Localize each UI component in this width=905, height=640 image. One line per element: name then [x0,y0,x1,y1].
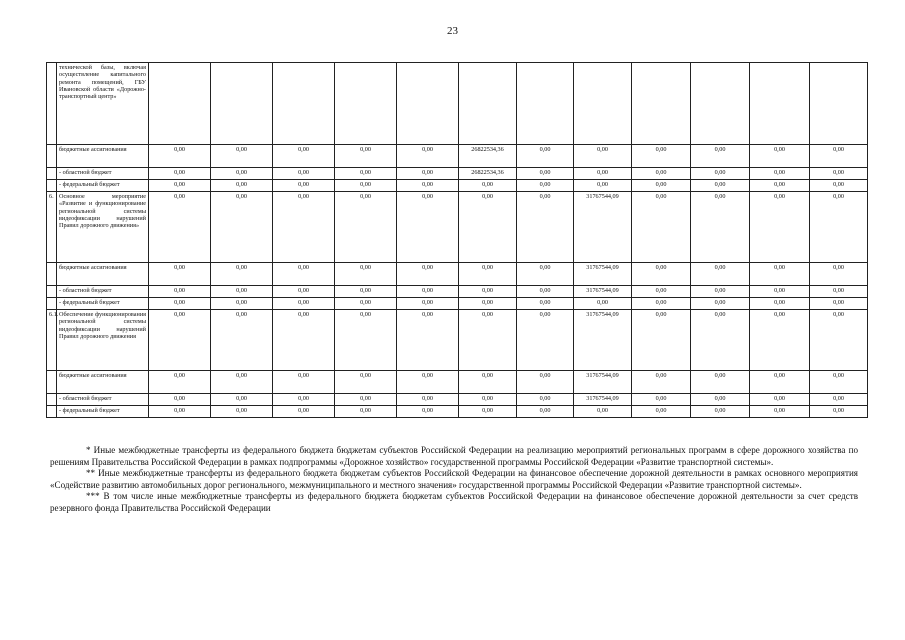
value-cell: 0,00 [750,371,810,394]
value-cell [149,63,211,145]
value-cell: 0,00 [750,298,810,310]
value-cell: 0,00 [810,145,868,168]
value-cell [574,63,632,145]
value-cell: 0,00 [397,298,459,310]
value-cell [632,63,691,145]
value-cell: 0,00 [459,406,517,418]
row-number-cell: 6.1. [47,310,57,371]
value-cell: 0,00 [273,310,335,371]
value-cell: 0,00 [810,168,868,180]
value-cell: 0,00 [750,145,810,168]
value-cell [273,63,335,145]
value-cell: 31767544,09 [574,192,632,263]
value-cell: 0,00 [517,394,574,406]
value-cell: 0,00 [397,145,459,168]
value-cell: 0,00 [632,286,691,298]
value-cell: 0,00 [691,263,750,286]
value-cell: 0,00 [691,145,750,168]
value-cell: 0,00 [517,263,574,286]
row-name-cell: - федеральный бюджет [57,406,149,418]
value-cell: 0,00 [632,145,691,168]
value-cell: 0,00 [810,298,868,310]
value-cell: 0,00 [810,406,868,418]
row-name-cell: бюджетные ассигнования [57,371,149,394]
row-number-cell [47,63,57,145]
value-cell: 0,00 [459,263,517,286]
value-cell: 0,00 [397,394,459,406]
table-row [47,63,868,145]
table-row [47,394,868,406]
value-cell: 0,00 [273,145,335,168]
table-row [47,310,868,371]
value-cell: 0,00 [750,406,810,418]
value-cell: 0,00 [397,192,459,263]
value-cell: 0,00 [810,192,868,263]
value-cell: 0,00 [517,168,574,180]
value-cell: 0,00 [149,168,211,180]
value-cell: 0,00 [810,310,868,371]
value-cell: 0,00 [691,371,750,394]
value-cell: 0,00 [149,406,211,418]
row-name-cell: бюджетные ассигнования [57,263,149,286]
value-cell: 0,00 [149,145,211,168]
value-cell: 0,00 [750,192,810,263]
value-cell: 31767544,09 [574,394,632,406]
value-cell: 0,00 [517,310,574,371]
value-cell: 0,00 [335,310,397,371]
value-cell: 0,00 [335,168,397,180]
value-cell: 0,00 [335,394,397,406]
value-cell [750,63,810,145]
value-cell: 0,00 [750,310,810,371]
value-cell: 0,00 [211,371,273,394]
value-cell: 31767544,09 [574,263,632,286]
value-cell: 0,00 [335,286,397,298]
value-cell: 0,00 [517,298,574,310]
value-cell: 0,00 [691,286,750,298]
value-cell: 0,00 [459,298,517,310]
table-row [47,145,868,168]
value-cell: 0,00 [335,192,397,263]
value-cell: 0,00 [459,180,517,192]
value-cell: 26822534,36 [459,168,517,180]
value-cell: 0,00 [750,168,810,180]
value-cell: 0,00 [273,168,335,180]
value-cell: 0,00 [574,180,632,192]
row-number-cell [47,298,57,310]
value-cell: 0,00 [632,168,691,180]
value-cell: 0,00 [691,406,750,418]
value-cell: 0,00 [273,298,335,310]
value-cell: 0,00 [335,263,397,286]
row-name-cell: - федеральный бюджет [57,180,149,192]
value-cell [810,63,868,145]
value-cell: 0,00 [273,263,335,286]
value-cell [397,63,459,145]
value-cell: 0,00 [459,286,517,298]
value-cell: 0,00 [211,394,273,406]
value-cell: 0,00 [335,406,397,418]
row-name-cell: - областной бюджет [57,394,149,406]
value-cell: 26822534,36 [459,145,517,168]
value-cell: 0,00 [632,298,691,310]
value-cell: 0,00 [149,394,211,406]
value-cell: 0,00 [750,263,810,286]
value-cell: 0,00 [211,286,273,298]
value-cell: 0,00 [632,371,691,394]
value-cell: 0,00 [459,371,517,394]
row-number-cell [47,145,57,168]
row-name-cell: Обеспечение функционирования региональной системы видеофиксации нарушений Правил дорожного движения [57,310,149,371]
value-cell: 0,00 [273,371,335,394]
value-cell: 0,00 [632,192,691,263]
table-row [47,406,868,418]
value-cell: 0,00 [211,310,273,371]
value-cell: 0,00 [810,286,868,298]
value-cell: 0,00 [459,394,517,406]
value-cell [211,63,273,145]
row-number-cell [47,286,57,298]
value-cell: 0,00 [517,145,574,168]
value-cell: 0,00 [397,263,459,286]
value-cell: 0,00 [211,298,273,310]
value-cell: 0,00 [211,192,273,263]
budget-table [46,62,868,418]
value-cell: 0,00 [273,180,335,192]
value-cell: 0,00 [149,298,211,310]
value-cell: 0,00 [397,406,459,418]
value-cell: 0,00 [335,371,397,394]
table-row [47,180,868,192]
footnote-1: * Иные межбюджетные трансферты из федерального бюджета бюджетам субъектов Российской Федерации на реализацию мероприятий региональных программ в сфере дорожного хозяйства по решениям Правительства Российской Федерации в рамках подпрограммы «Дорожное хозяйство» государственной программы Российской Федерации «Развитие транспортной системы». [50,445,858,467]
footnote-2: ** Иные межбюджетные трансферты из федерального бюджета бюджетам субъектов Российской Федерации на финансовое обеспечение дорожной деятельности в рамках основного мероприятия «Содействие развитию автомобильных дорог регионального, межмуниципального и местного значения» государственной программы Российской Федерации «Развитие транспортной системы». [50,468,858,490]
value-cell: 0,00 [517,406,574,418]
value-cell [335,63,397,145]
row-number-cell: 6. [47,192,57,263]
row-name-cell: - областной бюджет [57,286,149,298]
table-row [47,263,868,286]
value-cell: 0,00 [691,180,750,192]
value-cell: 0,00 [149,192,211,263]
row-number-cell [47,263,57,286]
value-cell: 0,00 [750,394,810,406]
value-cell: 0,00 [397,168,459,180]
value-cell: 0,00 [335,298,397,310]
value-cell: 0,00 [517,371,574,394]
table-row [47,298,868,310]
value-cell: 0,00 [750,286,810,298]
value-cell: 0,00 [691,394,750,406]
value-cell: 0,00 [273,406,335,418]
value-cell: 0,00 [397,371,459,394]
table-row [47,286,868,298]
page-number: 23 [447,25,458,37]
value-cell: 0,00 [397,286,459,298]
value-cell: 0,00 [149,180,211,192]
row-number-cell [47,394,57,406]
value-cell: 0,00 [149,371,211,394]
value-cell: 0,00 [750,180,810,192]
value-cell: 0,00 [273,286,335,298]
row-name-cell: Основное мероприятие «Развитие и функционирование региональной системы видеофиксации нарушений Правил дорожного движения» [57,192,149,263]
value-cell: 0,00 [459,310,517,371]
value-cell: 0,00 [335,145,397,168]
row-number-cell [47,371,57,394]
value-cell: 0,00 [211,263,273,286]
value-cell [517,63,574,145]
value-cell: 0,00 [691,298,750,310]
table-row [47,371,868,394]
row-name-cell: бюджетные ассигнования [57,145,149,168]
value-cell: 0,00 [810,180,868,192]
value-cell: 0,00 [632,263,691,286]
value-cell [459,63,517,145]
value-cell: 0,00 [810,394,868,406]
value-cell: 0,00 [149,263,211,286]
value-cell: 0,00 [574,168,632,180]
value-cell [691,63,750,145]
value-cell: 0,00 [810,263,868,286]
value-cell: 0,00 [691,192,750,263]
value-cell: 0,00 [211,180,273,192]
footnote-3: *** В том числе иные межбюджетные трансферты из федерального бюджета бюджетам субъектов Российской Федерации на финансовое обеспечение дорожной деятельности за счет средств резервного фонда Правительства Российской Федерации [50,491,858,513]
value-cell: 0,00 [632,406,691,418]
value-cell: 0,00 [273,394,335,406]
value-cell: 0,00 [691,310,750,371]
value-cell: 0,00 [517,180,574,192]
value-cell: 0,00 [574,145,632,168]
table-row [47,192,868,263]
row-number-cell [47,406,57,418]
row-name-cell: технической базы, включая осуществление капитального ремонта помещений, ГБУ Ивановской области «Дорожно-транспортный центр» [57,63,149,145]
row-number-cell [47,168,57,180]
value-cell: 0,00 [574,406,632,418]
value-cell: 0,00 [632,310,691,371]
value-cell: 31767544,09 [574,310,632,371]
value-cell: 0,00 [211,168,273,180]
footnotes [50,445,858,515]
table-body [47,63,868,418]
value-cell: 0,00 [211,145,273,168]
value-cell: 0,00 [273,192,335,263]
value-cell: 0,00 [632,394,691,406]
value-cell: 0,00 [149,286,211,298]
value-cell: 0,00 [517,286,574,298]
row-number-cell [47,180,57,192]
value-cell: 31767544,09 [574,371,632,394]
value-cell: 0,00 [691,168,750,180]
value-cell: 0,00 [149,310,211,371]
value-cell: 0,00 [459,192,517,263]
table-row [47,168,868,180]
value-cell: 0,00 [574,298,632,310]
value-cell: 0,00 [397,180,459,192]
value-cell: 0,00 [810,371,868,394]
value-cell: 31767544,09 [574,286,632,298]
value-cell: 0,00 [211,406,273,418]
value-cell: 0,00 [632,180,691,192]
row-name-cell: - федеральный бюджет [57,298,149,310]
value-cell: 0,00 [335,180,397,192]
value-cell: 0,00 [397,310,459,371]
row-name-cell: - областной бюджет [57,168,149,180]
value-cell: 0,00 [517,192,574,263]
